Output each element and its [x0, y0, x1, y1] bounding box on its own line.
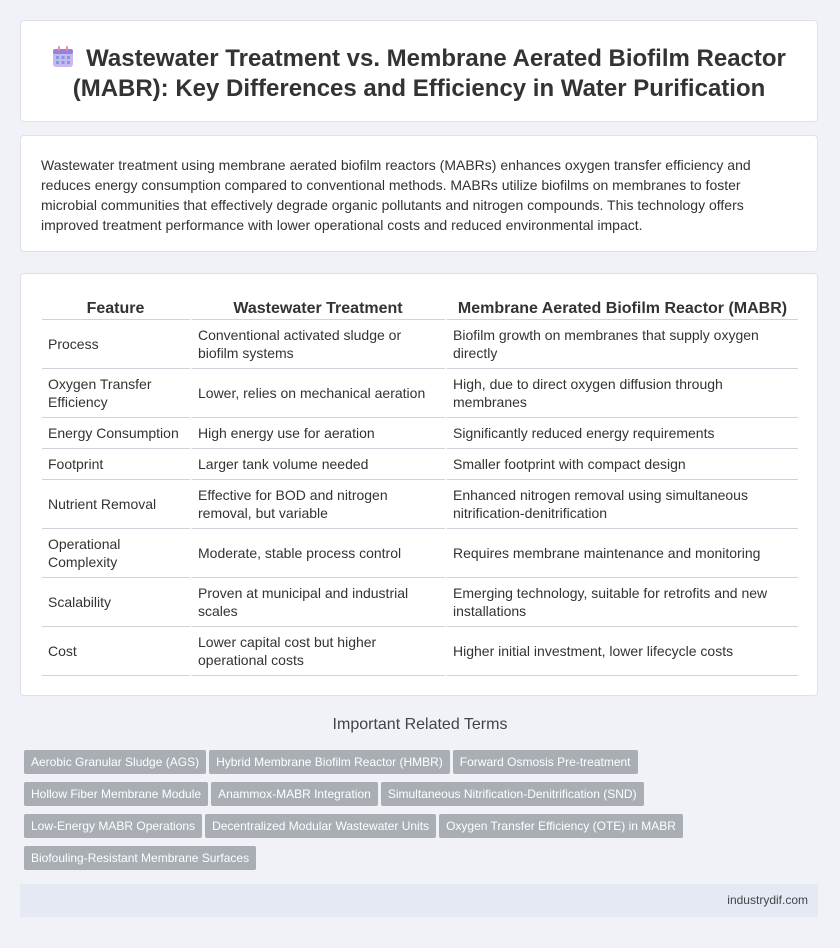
mabr-cell: Biofilm growth on membranes that supply oxygen directly: [447, 320, 798, 369]
mabr-cell: Significantly reduced energy requirements: [447, 418, 798, 449]
footer-site-name[interactable]: industrydif.com: [727, 893, 808, 907]
wastewater-cell: Conventional activated sludge or biofilm systems: [192, 320, 447, 369]
title-card: [20, 20, 818, 122]
mabr-cell: Emerging technology, suitable for retrofits and new installations: [447, 578, 798, 627]
related-term-tag[interactable]: Hybrid Membrane Biofilm Reactor (HMBR): [209, 750, 450, 774]
footer: [20, 884, 818, 917]
table-row: [42, 369, 798, 418]
intro-paragraph: Wastewater treatment using membrane aerated biofilm reactors (MABRs) enhances oxygen transfer efficiency and reduces energy consumption compared to conventional methods. MABRs utilize biofilms on membranes to foster microbial communities that effectively degrade organic pollutants and nitrogen compounds. This technology offers improved treatment performance with lower operational costs and reduced environmental impact.: [41, 157, 751, 233]
feature-cell: Nutrient Removal: [42, 480, 192, 529]
table-row: [42, 627, 798, 676]
mabr-cell: High, due to direct oxygen diffusion through membranes: [447, 369, 798, 418]
feature-cell: Oxygen Transfer Efficiency: [42, 369, 192, 418]
related-term-tag[interactable]: Hollow Fiber Membrane Module: [24, 782, 208, 806]
related-term-tag[interactable]: Oxygen Transfer Efficiency (OTE) in MABR: [439, 814, 683, 838]
header-feature: Feature: [42, 298, 192, 320]
table-row: [42, 578, 798, 627]
header-mabr: Membrane Aerated Biofilm Reactor (MABR): [447, 298, 798, 320]
wastewater-cell: Effective for BOD and nitrogen removal, but variable: [192, 480, 447, 529]
related-terms-heading: Important Related Terms: [332, 716, 508, 733]
wastewater-cell: Proven at municipal and industrial scales: [192, 578, 447, 627]
mabr-cell: Enhanced nitrogen removal using simultaneous nitrification-denitrification: [447, 480, 798, 529]
feature-cell: Energy Consumption: [42, 418, 192, 449]
feature-cell: Scalability: [42, 578, 192, 627]
related-term-tag[interactable]: Forward Osmosis Pre-treatment: [453, 750, 638, 774]
feature-cell: Footprint: [42, 449, 192, 480]
mabr-cell: Higher initial investment, lower lifecycle costs: [447, 627, 798, 676]
calendar-grid-icon: [52, 46, 74, 68]
wastewater-cell: High energy use for aeration: [192, 418, 447, 449]
table-header-row: [42, 298, 798, 320]
comparison-card: [20, 273, 818, 696]
table-row: [42, 418, 798, 449]
mabr-cell: Smaller footprint with compact design: [447, 449, 798, 480]
page-title: [21, 21, 817, 104]
related-term-tag[interactable]: Decentralized Modular Wastewater Units: [205, 814, 436, 838]
page-title-text: Wastewater Treatment vs. Membrane Aerated Biofilm Reactor (MABR): Key Differences and Efficiency in Water Purification: [72, 45, 786, 102]
feature-cell: Cost: [42, 627, 192, 676]
table-row: [42, 529, 798, 578]
table-row: [42, 320, 798, 369]
related-term-tag[interactable]: Simultaneous Nitrification-Denitrification (SND): [381, 782, 644, 806]
related-term-tag[interactable]: Aerobic Granular Sludge (AGS): [24, 750, 206, 774]
wastewater-cell: Lower capital cost but higher operational costs: [192, 627, 447, 676]
feature-cell: Operational Complexity: [42, 529, 192, 578]
feature-cell: Process: [42, 320, 192, 369]
intro-card: [20, 135, 818, 252]
wastewater-cell: Lower, relies on mechanical aeration: [192, 369, 447, 418]
mabr-cell: Requires membrane maintenance and monitoring: [447, 529, 798, 578]
header-wastewater-treatment: Wastewater Treatment: [192, 298, 447, 320]
related-terms-list: [24, 750, 724, 878]
wastewater-cell: Larger tank volume needed: [192, 449, 447, 480]
related-term-tag[interactable]: Biofouling-Resistant Membrane Surfaces: [24, 846, 256, 870]
table-row: [42, 449, 798, 480]
related-term-tag[interactable]: Anammox-MABR Integration: [211, 782, 378, 806]
related-term-tag[interactable]: Low-Energy MABR Operations: [24, 814, 202, 838]
comparison-table: [42, 298, 798, 676]
table-row: [42, 480, 798, 529]
wastewater-cell: Moderate, stable process control: [192, 529, 447, 578]
